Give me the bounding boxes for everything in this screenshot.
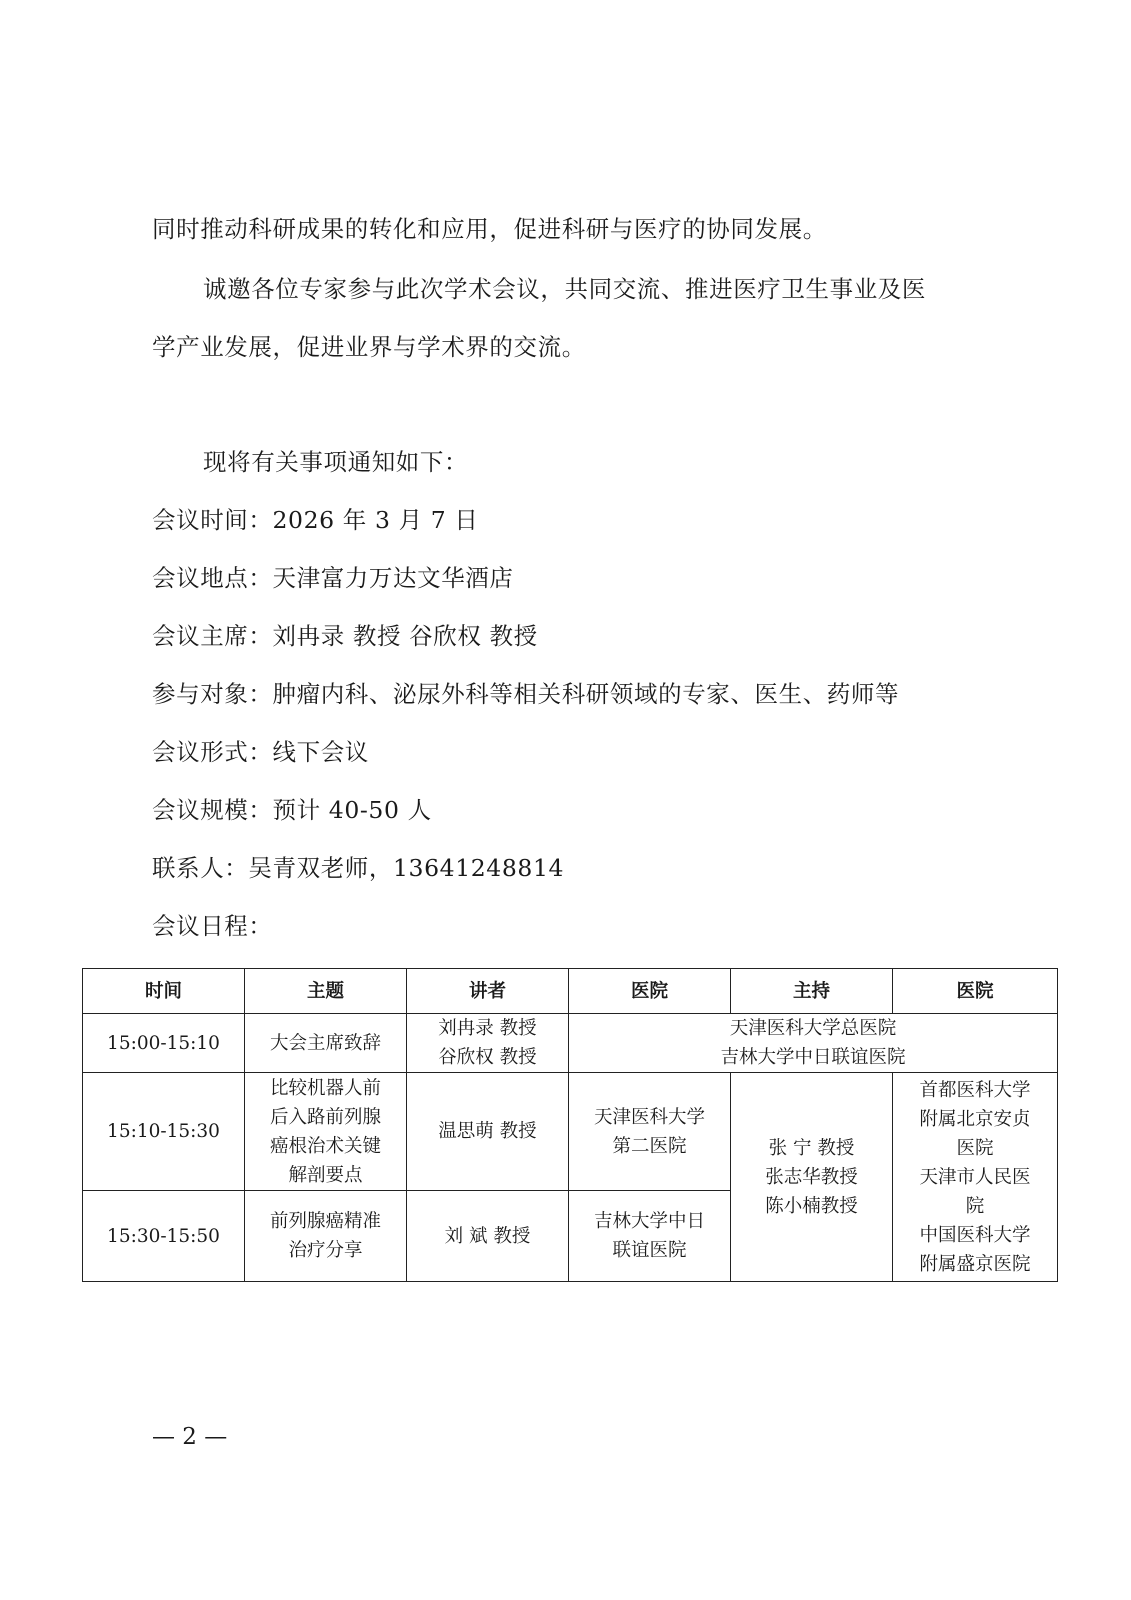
cell-time: 15:30-15:50 [83, 1191, 245, 1282]
topic-line: 前列腺癌精准 [269, 1211, 381, 1232]
hospital-line: 吉林大学中日 [593, 1211, 705, 1232]
cell-hospital-merged [569, 1014, 1058, 1073]
topic-line: 治疗分享 [288, 1240, 363, 1261]
table-row [83, 1014, 1058, 1073]
host-hospital-line: 天津市人民医 [919, 1166, 1031, 1188]
header-time: 时间 [83, 969, 245, 1014]
notice-intro: 现将有关事项通知如下： [203, 448, 469, 476]
header-host: 主持 [731, 969, 893, 1014]
hospital-line: 第二医院 [612, 1135, 687, 1157]
cell-hospital [569, 1191, 731, 1282]
cell-host-hospitals [893, 1073, 1058, 1282]
host-hospital-line: 院 [965, 1195, 985, 1217]
header-speaker: 讲者 [407, 969, 569, 1014]
cell-speaker: 温思萌 教授 [407, 1073, 569, 1191]
meeting-location: 会议地点：天津富力万达文华酒店 [152, 564, 514, 592]
header-host-hospital: 医院 [893, 969, 1058, 1014]
topic-line: 后入路前列腺 [269, 1106, 381, 1128]
meeting-scale: 会议规模：预计 40-50 人 [152, 796, 432, 824]
hospital-line: 吉林大学中日联谊医院 [720, 1047, 906, 1068]
contact-person: 联系人：吴青双老师，13641248814 [152, 854, 565, 882]
topic-line: 比较机器人前 [269, 1077, 381, 1099]
host-hospital-line: 首都医科大学 [919, 1079, 1031, 1101]
invitation-paragraph-line-2: 学产业发展，促进业界与学术界的交流。 [152, 333, 586, 361]
topic-line: 解剖要点 [288, 1164, 363, 1186]
schedule-table [82, 968, 1058, 1282]
meeting-time: 会议时间：2026 年 3 月 7 日 [152, 506, 479, 534]
meeting-audience: 参与对象：肿瘤内科、泌尿外科等相关科研领域的专家、医生、药师等 [152, 680, 900, 708]
cell-hospital [569, 1073, 731, 1191]
host-hospital-line: 附属盛京医院 [919, 1253, 1031, 1275]
invitation-paragraph-line-1: 诚邀各位专家参与此次学术会议，共同交流、推进医疗卫生事业及医 [203, 275, 926, 303]
cell-time: 15:10-15:30 [83, 1073, 245, 1191]
cell-topic [245, 1191, 407, 1282]
host-hospital-line: 中国医科大学 [919, 1224, 1031, 1246]
page-number: — 2 — [152, 1424, 228, 1450]
header-topic: 主题 [245, 969, 407, 1014]
hospital-line: 联谊医院 [612, 1240, 687, 1261]
host-line: 张 宁 教授 [768, 1137, 855, 1159]
paragraph-continuation: 同时推动科研成果的转化和应用，促进科研与医疗的协同发展。 [152, 215, 827, 243]
host-line: 张志华教授 [765, 1166, 858, 1188]
topic-line: 癌根治术关键 [269, 1135, 381, 1157]
table-row [83, 1073, 1058, 1191]
hospital-line: 天津医科大学总医院 [729, 1018, 897, 1039]
speaker-line: 谷欣权 教授 [438, 1047, 537, 1068]
schedule-label: 会议日程： [152, 912, 273, 940]
cell-topic: 大会主席致辞 [245, 1014, 407, 1073]
header-hospital: 医院 [569, 969, 731, 1014]
hospital-line: 天津医科大学 [593, 1106, 705, 1128]
cell-time: 15:00-15:10 [83, 1014, 245, 1073]
cell-topic [245, 1073, 407, 1191]
table-header-row [83, 969, 1058, 1014]
host-line: 陈小楠教授 [765, 1195, 858, 1217]
cell-speaker: 刘 斌 教授 [407, 1191, 569, 1282]
cell-hosts [731, 1073, 893, 1282]
meeting-chair: 会议主席：刘冉录 教授 谷欣权 教授 [152, 622, 538, 650]
host-hospital-line: 附属北京安贞 [919, 1108, 1031, 1130]
cell-speaker [407, 1014, 569, 1073]
host-hospital-line: 医院 [956, 1137, 994, 1159]
meeting-format: 会议形式：线下会议 [152, 738, 369, 766]
speaker-line: 刘冉录 教授 [438, 1018, 537, 1039]
